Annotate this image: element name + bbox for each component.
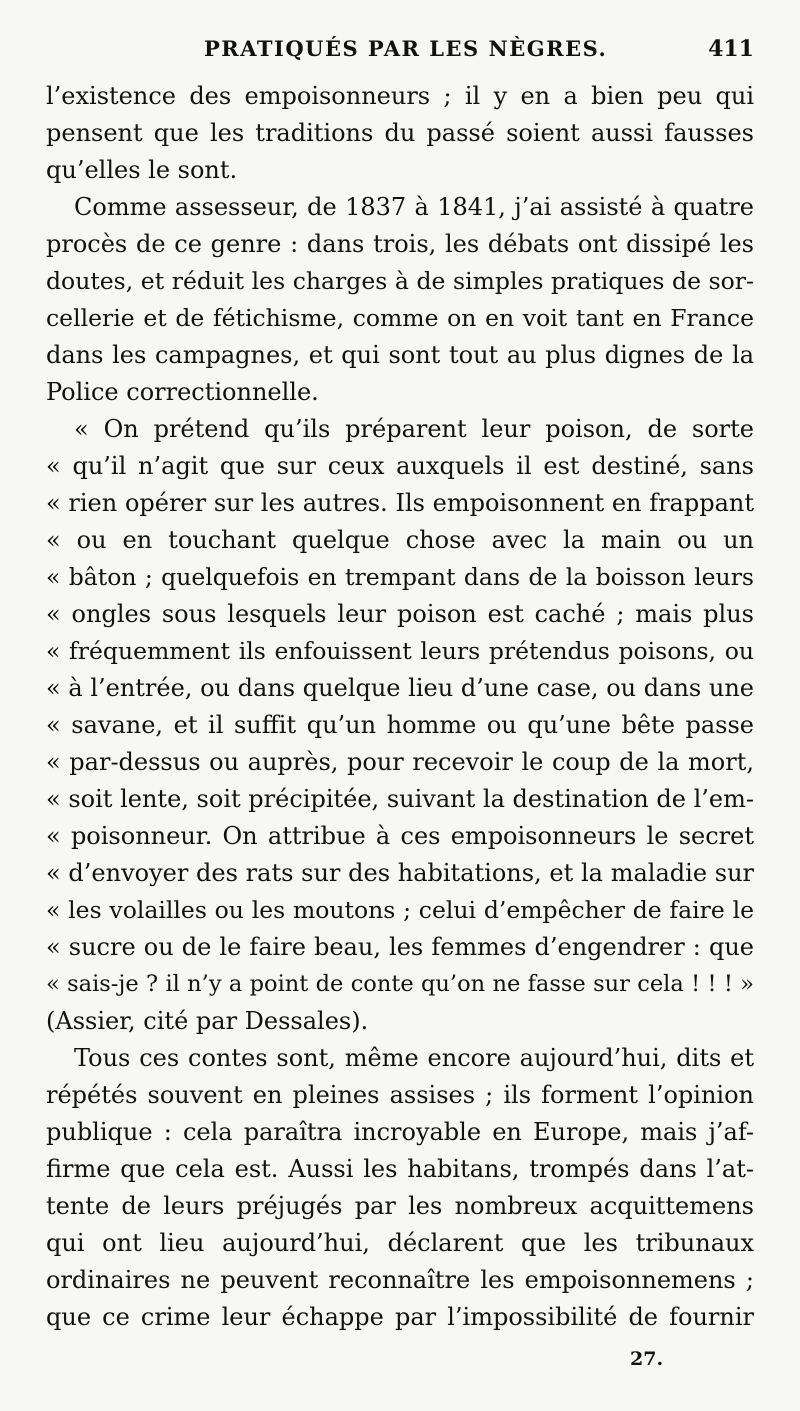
text-line: procès de ce genre : dans trois, les débats ont dissipé les bbox=[46, 230, 754, 258]
text-line: (Assier, cité par Dessales). bbox=[46, 1007, 369, 1035]
text-line: Comme assesseur, de 1837 à 1841, j’ai assisté à quatre bbox=[74, 193, 754, 221]
text-line: « poisonneur. On attribue à ces empoisonneurs le secret bbox=[46, 822, 754, 850]
running-head: PRATIQUÉS PAR LES NÈGRES. bbox=[204, 36, 608, 61]
text-line: tente de leurs préjugés par les nombreux acquittemens bbox=[46, 1192, 754, 1220]
text-line: « On prétend qu’ils préparent leur poison, de sorte bbox=[74, 415, 754, 443]
text-line: « soit lente, soit précipitée, suivant la destination de l’em- bbox=[46, 785, 754, 813]
text-line: « par-dessus ou auprès, pour recevoir le coup de la mort, bbox=[46, 748, 754, 776]
text-line: répétés souvent en pleines assises ; ils forment l’opinion bbox=[46, 1081, 754, 1109]
text-line: « ongles sous lesquels leur poison est caché ; mais plus bbox=[46, 600, 754, 628]
text-line: « bâton ; quelquefois en trempant dans de la boisson leurs bbox=[46, 563, 754, 591]
text-line: qui ont lieu aujourd’hui, déclarent que les tribunaux bbox=[46, 1229, 754, 1257]
text-line: l’existence des empoisonneurs ; il y en a bien peu qui bbox=[46, 82, 754, 110]
text-line: « les volailles ou les moutons ; celui d’empêcher de faire le bbox=[46, 896, 754, 924]
text-line: « à l’entrée, ou dans quelque lieu d’une case, ou dans une bbox=[46, 674, 754, 702]
text-line: « d’envoyer des rats sur des habitations, et la maladie sur bbox=[46, 859, 754, 887]
text-line: « sais-je ? il n’y a point de conte qu’on ne fasse sur cela ! ! ! » bbox=[46, 971, 754, 997]
text-line: pensent que les traditions du passé soient aussi fausses bbox=[46, 119, 754, 147]
text-line: cellerie et de fétichisme, comme on en voit tant en France bbox=[46, 304, 754, 332]
text-line: que ce crime leur échappe par l’impossibilité de fournir bbox=[46, 1303, 754, 1331]
text-line: publique : cela paraîtra incroyable en Europe, mais j’af- bbox=[46, 1118, 754, 1146]
body-text bbox=[46, 78, 754, 1336]
text-line: firme que cela est. Aussi les habitans, trompés dans l’at- bbox=[46, 1155, 754, 1183]
text-line: Police correctionnelle. bbox=[46, 378, 319, 406]
page-header bbox=[46, 36, 754, 76]
signature-mark: 27. bbox=[630, 1348, 664, 1370]
text-line: « qu’il n’agit que sur ceux auxquels il est destiné, sans bbox=[46, 452, 754, 480]
page-number: 411 bbox=[708, 36, 754, 62]
text-line: dans les campagnes, et qui sont tout au plus dignes de la bbox=[46, 341, 754, 369]
text-line: « ou en touchant quelque chose avec la main ou un bbox=[46, 526, 754, 554]
text-line: « sucre ou de le faire beau, les femmes d’engendrer : que bbox=[46, 933, 754, 961]
text-line: qu’elles le sont. bbox=[46, 156, 238, 184]
text-line: doutes, et réduit les charges à de simples pratiques de sor- bbox=[46, 267, 754, 295]
text-line: ordinaires ne peuvent reconnaître les empoisonnemens ; bbox=[46, 1266, 754, 1294]
text-line: « savane, et il suffit qu’un homme ou qu’une bête passe bbox=[46, 711, 754, 739]
text-line: « fréquemment ils enfouissent leurs prétendus poisons, ou bbox=[46, 637, 754, 665]
text-line: « rien opérer sur les autres. Ils empoisonnent en frappant bbox=[46, 489, 754, 517]
text-line: Tous ces contes sont, même encore aujourd’hui, dits et bbox=[74, 1044, 754, 1072]
